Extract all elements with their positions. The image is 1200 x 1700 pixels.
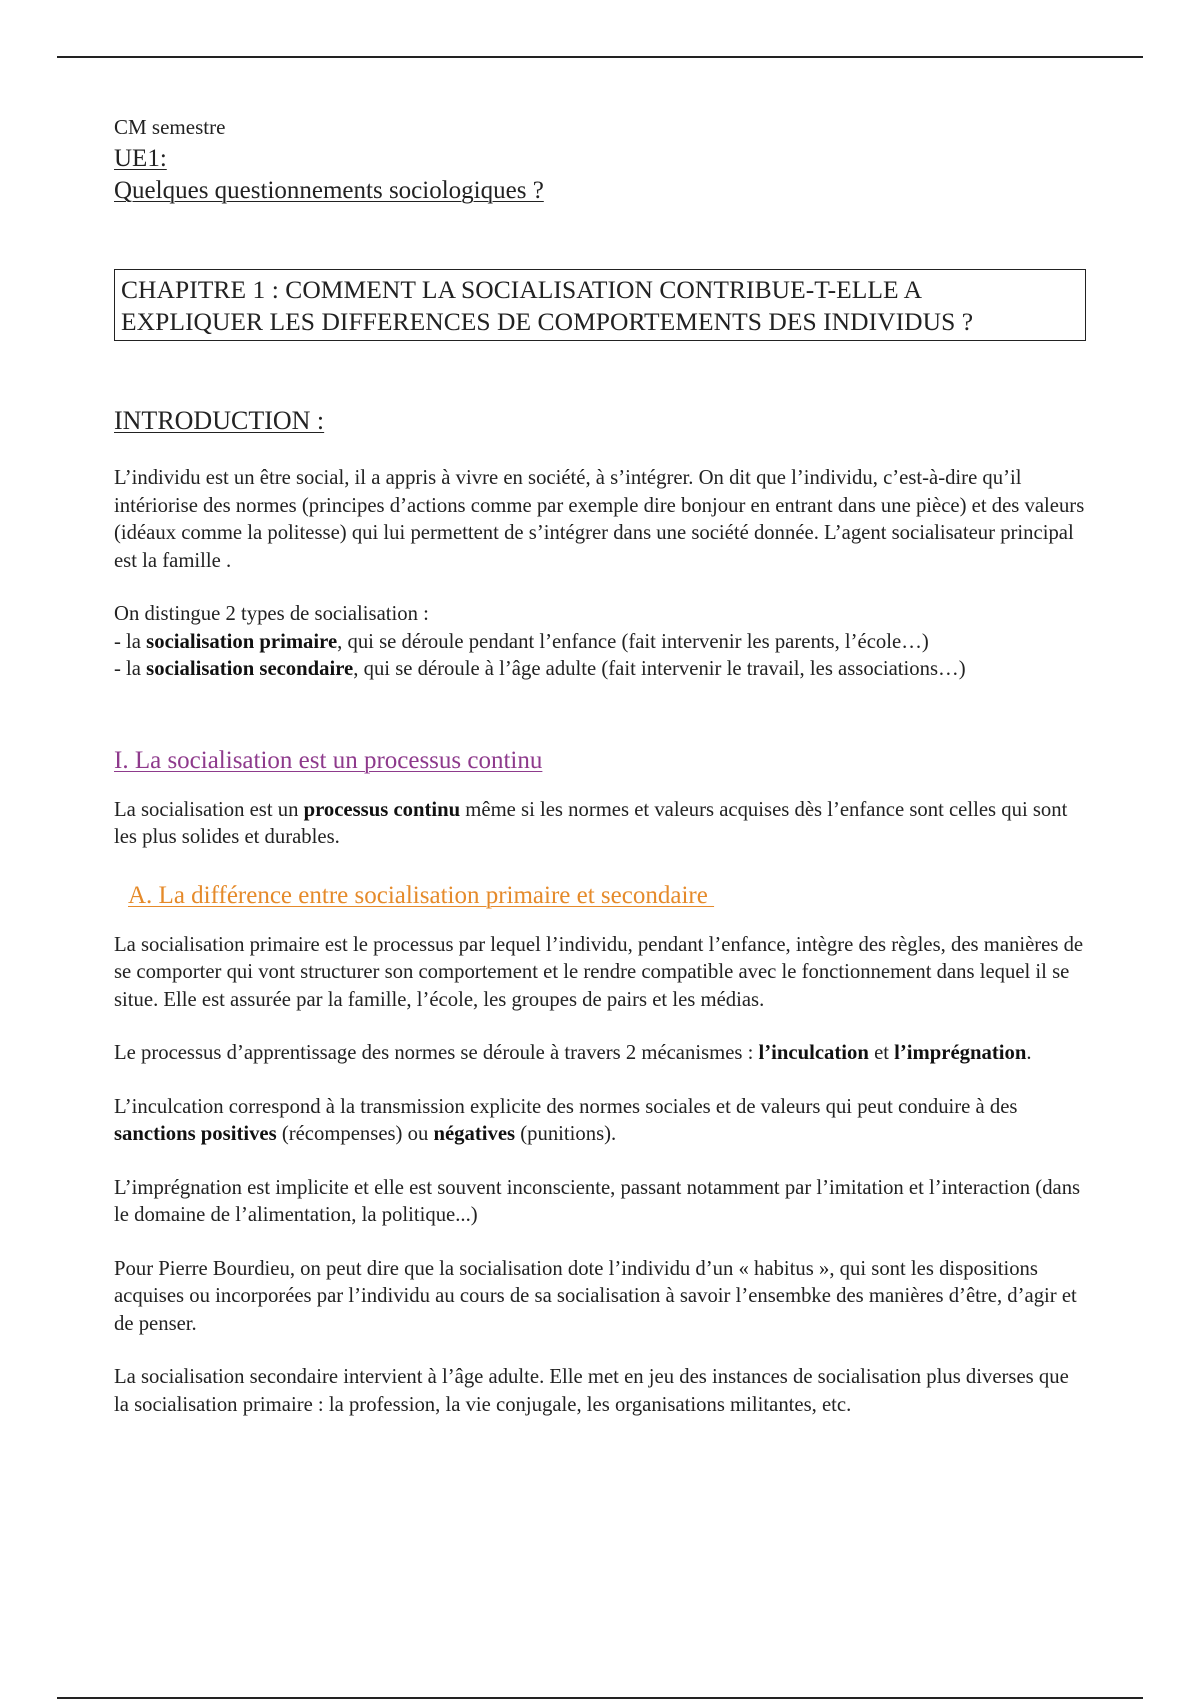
type2-prefix: - la (114, 658, 147, 680)
intro-paragraph: L’individu est un être social, il a appris à vivre en société, à s’intégrer. On dit que l’individu, c’est-à-dire qu’il intériorise des normes (principes d’actions comme par exemple dire bonjour en entrant dans une pièce) et des valeurs (idéaux comme la politesse) qui lui permettent de s’intégrer dans une société donnée. L’agent socialisateur principal est la famille . (114, 467, 1085, 572)
type1-rest: , qui se déroule pendant l’enfance (fait intervenir les parents, l’école…) (337, 630, 929, 653)
semester-label: CM semestre (114, 115, 226, 139)
p3-text-b: (récompenses) ou (276, 1123, 434, 1145)
subsection-a-paragraph-4: L’imprégnation est implicite et elle est souvent inconsciente, passant notamment par l’imitation et l’interaction (dans le domaine de l’alimentation, la politique...) (114, 1176, 1081, 1226)
chapter-title-box (114, 269, 1086, 341)
p2-term-impregnation: l’imprégnation (894, 1042, 1027, 1064)
subsection-a-paragraph-6: La socialisation secondaire intervient à l’âge adulte. Elle met en jeu des instances de socialisation plus diverses que la socialisation primaire : la profession, la vie conjugale, les organisations militantes, etc. (114, 1366, 1069, 1416)
p3-text-a: L’inculcation correspond à la transmission explicite des normes sociales et de valeurs qui peut conduire à des (114, 1095, 1018, 1118)
p2-text-b: et (868, 1042, 895, 1064)
section-1-heading: I. La socialisation est un processus continu (114, 746, 543, 774)
bottom-rule (57, 1697, 1143, 1699)
p2-text-c: . (1026, 1042, 1032, 1064)
subsection-a-heading: A. La différence entre socialisation primaire et secondaire (128, 881, 715, 909)
introduction-heading: INTRODUCTION : (114, 406, 325, 435)
section-1-text-a: La socialisation est un (114, 798, 304, 821)
socialisation-type-secondary (114, 656, 1086, 684)
chapter-title-line-2: EXPLIQUER LES DIFFERENCES DE COMPORTEMENTS DES INDIVIDUS ? (121, 307, 974, 336)
type2-rest: , qui se déroule à l’âge adulte (fait intervenir le travail, les associations…) (353, 658, 966, 680)
ue-label: UE1: (114, 145, 167, 172)
p2-text-a: Le processus d’apprentissage des normes se déroule à travers 2 mécanismes : (114, 1042, 759, 1064)
ue-title: Quelques questionnements sociologiques ? (114, 177, 544, 204)
section-1-term: processus continu (303, 798, 461, 821)
p3-text-c: (punitions). (515, 1123, 617, 1145)
p3-term-positive: sanctions positives (114, 1123, 277, 1145)
subsection-a-paragraph-5: Pour Pierre Bourdieu, on peut dire que la socialisation dote l’individu d’un « habitus », qui sont les dispositions acquises ou incorporées par l’individu au cours de sa socialisation à savoir l’ensembke des manières d’être, d’agir et de penser. (114, 1257, 1077, 1335)
type1-term: socialisation primaire (146, 630, 338, 653)
section-1-paragraph (114, 797, 1086, 852)
subsection-a-paragraph-3 (114, 1094, 1086, 1149)
socialisation-types-intro: On distingue 2 types de socialisation : (114, 603, 429, 625)
type2-term: socialisation secondaire (146, 658, 354, 680)
p2-term-inculcation: l’inculcation (758, 1042, 869, 1064)
section-1-text-b: même si les normes et valeurs acquises dès l’enfance sont celles qui sont les plus solides et durables. (114, 798, 1068, 848)
top-rule (57, 56, 1143, 58)
p3-term-negative: négatives (433, 1123, 516, 1145)
document-page (114, 112, 1086, 1419)
chapter-title-line-1: CHAPITRE 1 : COMMENT LA SOCIALISATION CONTRIBUE-T-ELLE A (121, 275, 923, 304)
socialisation-type-primary (114, 629, 1086, 657)
subsection-a-paragraph-2 (114, 1040, 1086, 1068)
type1-prefix: - la (114, 630, 147, 653)
subsection-a-paragraph-1: La socialisation primaire est le processus par lequel l’individu, pendant l’enfance, intègre des règles, des manières de se comporter qui vont structurer son comportement et le rendre compatible avec le fonctionnement dans lequel il se situe. Elle est assurée par la famille, l’école, les groupes de pairs et les médias. (114, 933, 1084, 1011)
